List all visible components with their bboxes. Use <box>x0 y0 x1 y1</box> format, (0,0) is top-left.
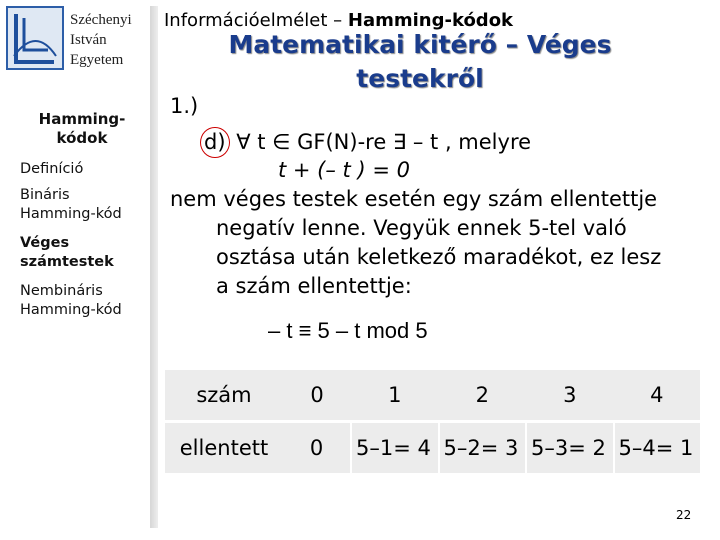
table-cell: 0 <box>309 436 324 460</box>
paragraph-first-line: nem véges testek esetén egy szám ellentettje <box>170 187 658 211</box>
statement-line-2: t + (– t ) = 0 <box>278 158 410 182</box>
formula: – t ≡ 5 – t mod 5 <box>268 318 428 343</box>
sidebar-item-binaris[interactable]: Bináris Hamming-kód <box>20 187 122 222</box>
table-cell: 0 <box>283 370 351 422</box>
table-cell: 5–3= 2 <box>526 422 614 474</box>
row-header-ellentett: ellentett <box>179 436 269 460</box>
university-line: István <box>70 32 107 48</box>
university-line: Széchenyi <box>70 12 132 28</box>
table-cell: 5–2= 3 <box>439 422 527 474</box>
sidebar-divider <box>150 6 158 528</box>
sidebar-item-veges[interactable]: Véges számtestek <box>20 235 114 270</box>
page-number: 22 <box>676 508 692 522</box>
university-logo-icon <box>6 6 64 70</box>
item-label: d) <box>200 127 230 158</box>
university-name <box>70 10 132 70</box>
section-label: 1.) <box>170 94 199 118</box>
table-row <box>165 370 700 422</box>
table-cell: 5–4= 1 <box>614 422 701 474</box>
university-line: Egyetem <box>70 52 124 68</box>
row-header-szam: szám <box>165 370 283 422</box>
sidebar-item-nembinaris[interactable]: Nembináris Hamming-kód <box>20 283 122 318</box>
sidebar-item-definicio[interactable]: Definíció <box>20 161 84 177</box>
table-cell: 4 <box>614 370 701 422</box>
slide-title: Matematikai kitérő – Véges testekről <box>228 30 612 93</box>
sidebar-active-title[interactable]: Hamming-kódok <box>38 110 126 147</box>
course-topic: Hamming-kódok <box>347 10 514 31</box>
table-cell: 1 <box>351 370 439 422</box>
table-cell: 5–1= 4 <box>351 422 439 474</box>
table-cell: 3 <box>526 370 614 422</box>
paragraph-rest: negatív lenne. Vegyük ennek 5-tel való osztása után keletkező maradékot, ez lesz a szám ellentettje: <box>216 216 662 298</box>
statement-line-1 <box>200 127 531 158</box>
negation-table <box>165 370 700 473</box>
statement-text: ∀ t ∈ GF(N)-re ∃ – t , melyre <box>236 130 532 154</box>
course-prefix: Információelmélet – <box>164 10 348 31</box>
table-row <box>165 422 700 474</box>
table-cell: 2 <box>439 370 527 422</box>
